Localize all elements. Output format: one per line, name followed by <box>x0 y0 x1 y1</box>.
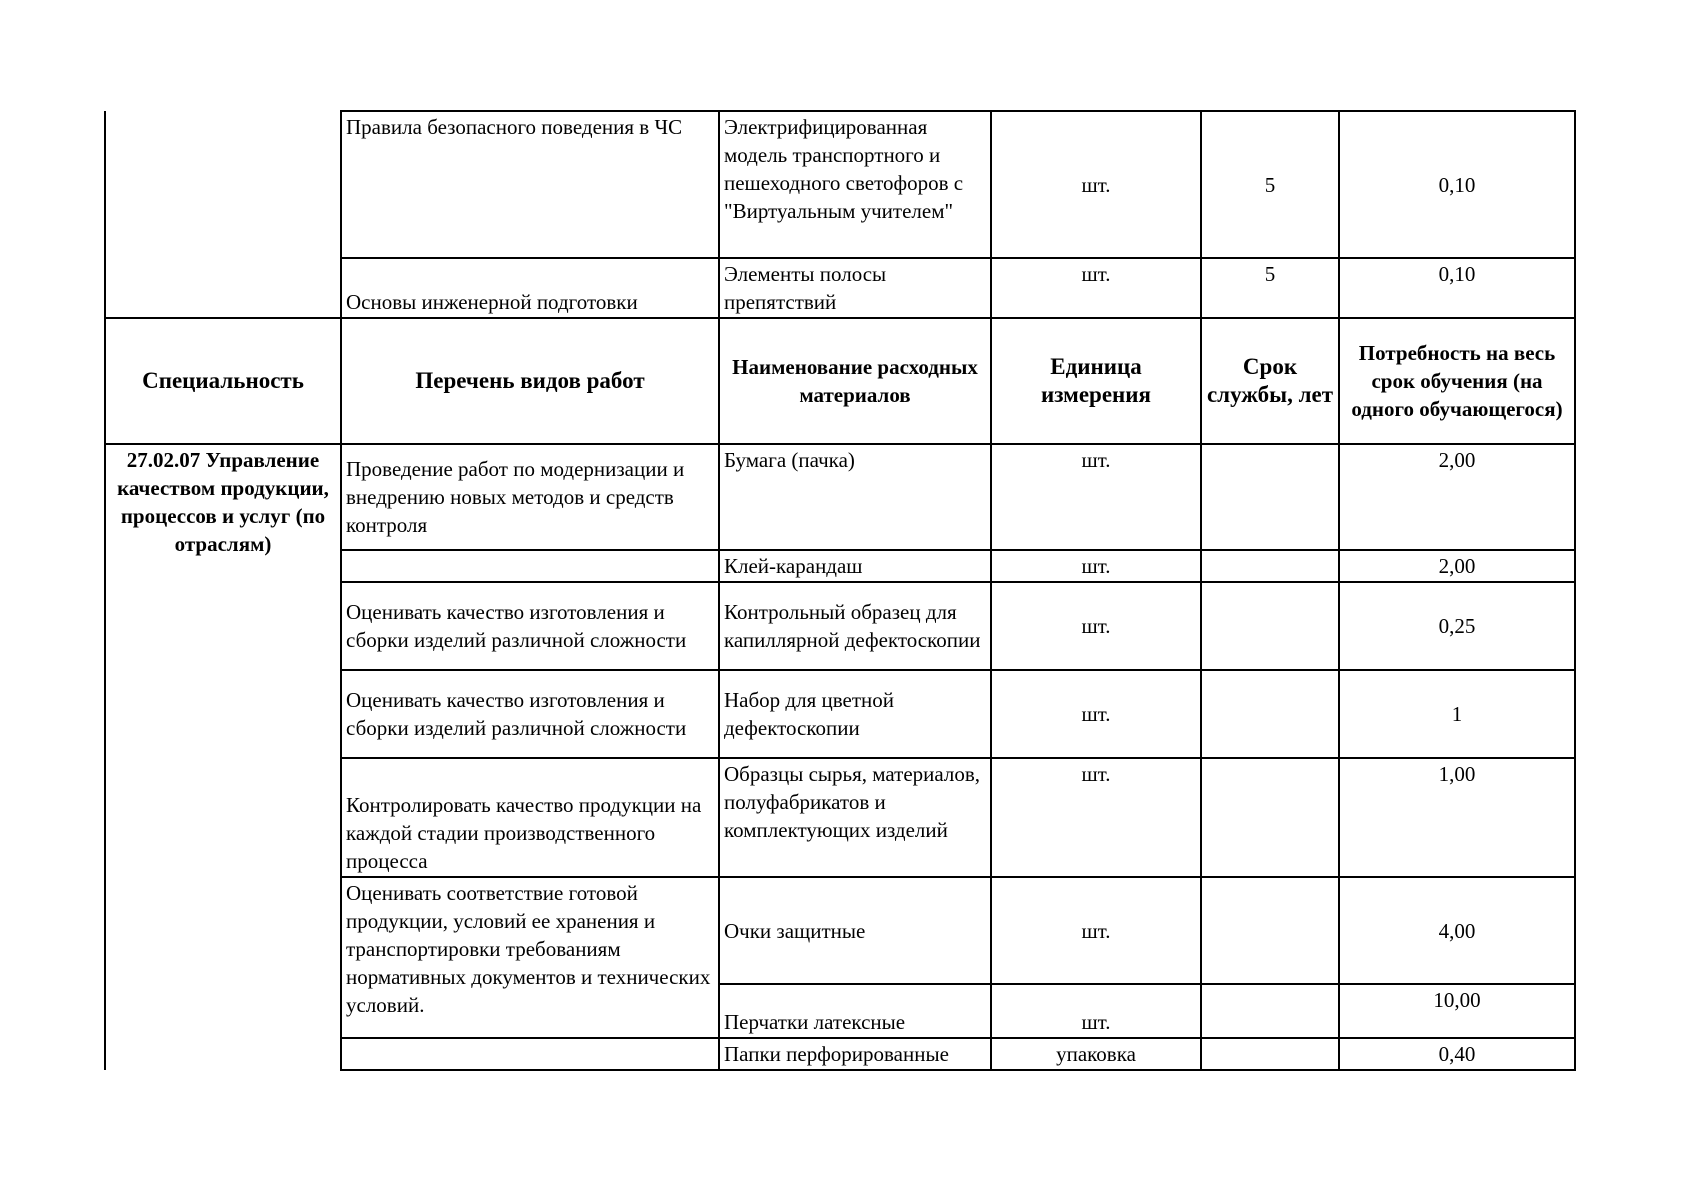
work-cell: Оценивать качество изготовления и сборки изделий различной сложности <box>341 582 719 670</box>
life-cell <box>1201 877 1339 984</box>
table-row <box>105 111 1575 258</box>
need-cell: 0,10 <box>1339 111 1575 258</box>
work-cell: Оценивать качество изготовления и сборки изделий различной сложности <box>341 670 719 758</box>
work-cell: Правила безопасного поведения в ЧС <box>341 111 719 258</box>
need-cell: 1 <box>1339 670 1575 758</box>
life-cell: 5 <box>1201 111 1339 258</box>
material-cell: Элементы полосы препятствий <box>719 258 991 318</box>
unit-cell: шт. <box>991 550 1201 582</box>
material-cell: Бумага (пачка) <box>719 444 991 550</box>
life-cell <box>1201 582 1339 670</box>
material-cell: Папки перфорированные <box>719 1038 991 1070</box>
unit-cell: шт. <box>991 582 1201 670</box>
unit-cell: шт. <box>991 758 1201 877</box>
header-life: Срок службы, лет <box>1201 318 1339 444</box>
unit-cell: шт. <box>991 444 1201 550</box>
need-cell: 0,40 <box>1339 1038 1575 1070</box>
life-cell <box>1201 984 1339 1038</box>
need-cell: 4,00 <box>1339 877 1575 984</box>
need-cell: 1,00 <box>1339 758 1575 877</box>
header-unit: Единица измерения <box>991 318 1201 444</box>
work-cell: Основы инженерной подготовки <box>341 258 719 318</box>
unit-cell: шт. <box>991 670 1201 758</box>
unit-cell: шт. <box>991 984 1201 1038</box>
need-cell: 10,00 <box>1339 984 1575 1038</box>
material-cell: Клей-карандаш <box>719 550 991 582</box>
material-cell: Перчатки латексные <box>719 984 991 1038</box>
life-cell: 5 <box>1201 258 1339 318</box>
material-cell: Очки защитные <box>719 877 991 984</box>
need-cell: 2,00 <box>1339 550 1575 582</box>
life-cell <box>1201 670 1339 758</box>
materials-table <box>104 110 1576 1071</box>
header-row <box>105 318 1575 444</box>
material-cell: Набор для цветной дефектоскопии <box>719 670 991 758</box>
header-works: Перечень видов работ <box>341 318 719 444</box>
work-cell: Оценивать соответствие готовой продукции, условий ее хранения и транспортировки требованиям нормативных документов и технических условий. <box>341 877 719 1038</box>
header-specialty: Специальность <box>105 318 341 444</box>
specialty-cell: 27.02.07 Управление качеством продукции, процессов и услуг (по отраслям) <box>105 444 341 1070</box>
life-cell <box>1201 758 1339 877</box>
need-cell: 0,25 <box>1339 582 1575 670</box>
work-cell: Контролировать качество продукции на каждой стадии производственного процесса <box>341 758 719 877</box>
header-material: Наименование расходных материалов <box>719 318 991 444</box>
specialty-cell-empty <box>105 111 341 318</box>
work-cell <box>341 550 719 582</box>
unit-cell: шт. <box>991 111 1201 258</box>
life-cell <box>1201 550 1339 582</box>
life-cell <box>1201 444 1339 550</box>
unit-cell: упаковка <box>991 1038 1201 1070</box>
table-row <box>105 444 1575 550</box>
material-cell: Контрольный образец для капиллярной дефектоскопии <box>719 582 991 670</box>
life-cell <box>1201 1038 1339 1070</box>
material-cell: Образцы сырья, материалов, полуфабрикатов и комплектующих изделий <box>719 758 991 877</box>
material-cell: Электрифицированная модель транспортного и пешеходного светофоров с "Виртуальным учителем" <box>719 111 991 258</box>
unit-cell: шт. <box>991 877 1201 984</box>
work-cell <box>341 1038 719 1070</box>
work-cell: Проведение работ по модернизации и внедрению новых методов и средств контроля <box>341 444 719 550</box>
need-cell: 0,10 <box>1339 258 1575 318</box>
need-cell: 2,00 <box>1339 444 1575 550</box>
header-need: Потребность на весь срок обучения (на одного обучающегося) <box>1339 318 1575 444</box>
unit-cell: шт. <box>991 258 1201 318</box>
